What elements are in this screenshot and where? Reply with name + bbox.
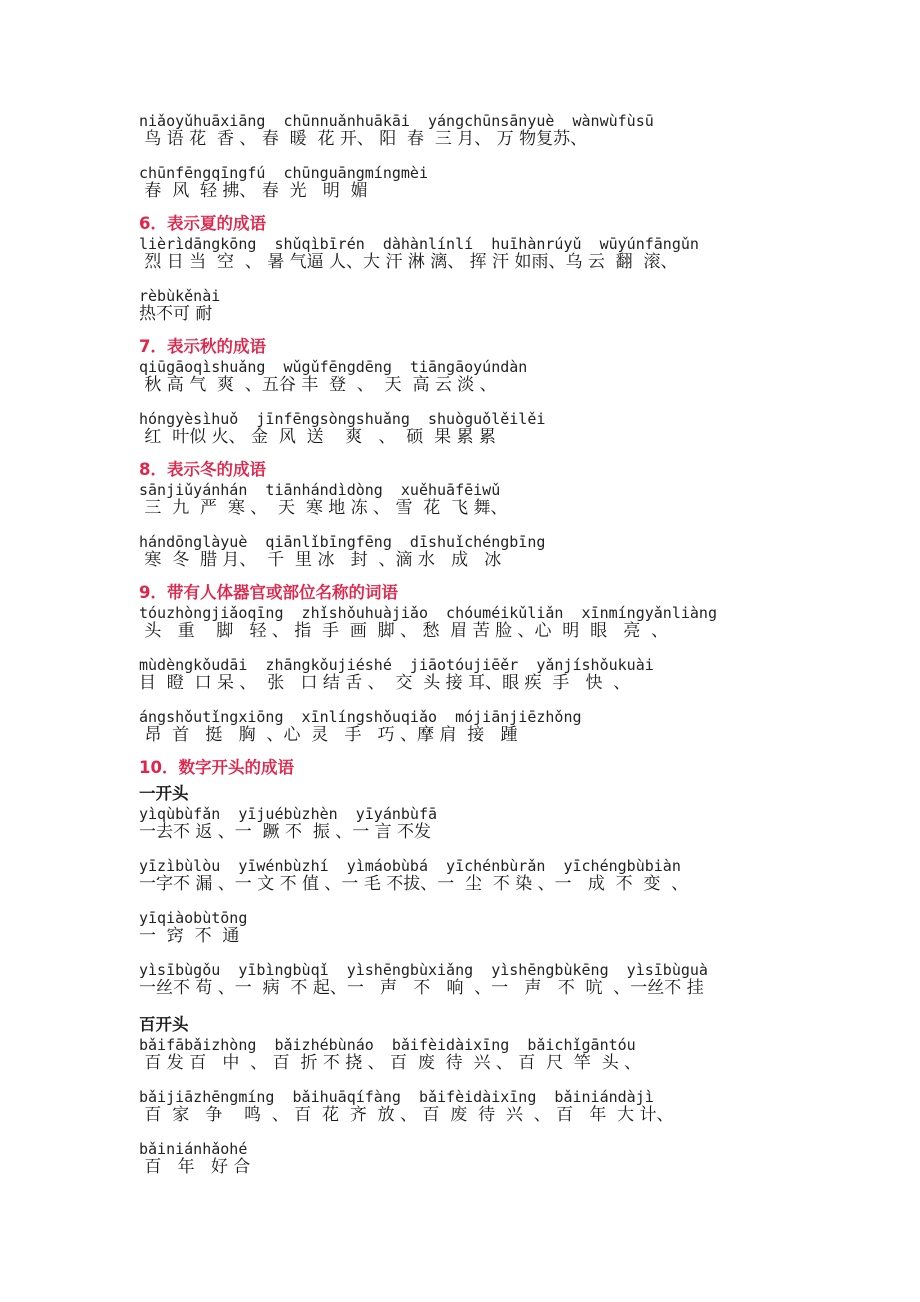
pinyin-line: lièrìdāngkōng shǔqìbīrén dàhànlínlí huīhànrúyǔ wūyúnfāngǔn (139, 235, 699, 253)
pinyin-line: niǎoyǔhuāxiāng chūnnuǎnhuākāi yángchūnsānyuè wànwùfùsū (139, 112, 654, 130)
section-spring (139, 112, 799, 201)
idiom-document (139, 112, 799, 1177)
hanzi-line: 春 风 轻 拂、 春 光 明 媚 (139, 181, 368, 201)
idiom-group (139, 805, 799, 842)
section-heading: 9．带有人体器官或部位名称的词语 (139, 583, 398, 602)
hanzi-line: 百 家 争 鸣 、 百 花 齐 放 、 百 废 待 兴 、 百 年 大 计、 (139, 1105, 674, 1125)
idiom-group (139, 358, 799, 395)
subsection-heading: 一开头 (139, 784, 189, 803)
idiom-group (139, 481, 799, 518)
pinyin-line: yìsībùgǒu yībìngbùqǐ yìshēngbùxiǎng yìshēngbùkēng yìsībùguà (139, 961, 708, 979)
pinyin-line: yīqiàobùtōng (139, 909, 248, 927)
pinyin-line: rèbùkěnài (139, 287, 221, 305)
idiom-group (139, 708, 799, 745)
section-autumn (139, 336, 799, 447)
section-heading: 10．数字开头的成语 (139, 758, 294, 777)
pinyin-line: mùdèngkǒudāi zhāngkǒujiéshé jiāotóujiēěr yǎnjíshǒukuài (139, 656, 654, 674)
pinyin-line: bǎifābǎizhòng bǎizhébùnáo bǎifèidàixīng bǎichǐgāntóu (139, 1036, 636, 1054)
hanzi-line: 三 九 严 寒 、 天 寒 地 冻 、 雪 花 飞 舞、 (139, 498, 508, 518)
idiom-group (139, 112, 799, 149)
pinyin-line: hándōnglàyuè qiānlǐbīngfēng dīshuǐchéngbīng (139, 533, 546, 551)
idiom-group (139, 961, 799, 998)
section-winter (139, 459, 799, 570)
section-summer (139, 213, 799, 324)
idiom-group (139, 533, 799, 570)
section-heading: 6．表示夏的成语 (139, 214, 266, 233)
pinyin-line: yīzìbùlòu yīwénbùzhí yìmáobùbá yīchénbùrǎn yīchéngbùbiàn (139, 857, 681, 875)
idiom-group (139, 909, 799, 946)
idiom-group (139, 1088, 799, 1125)
hanzi-line: 头 重 脚 轻 、 指 手 画 脚 、 愁 眉 苦 脸 、心 明 眼 亮 、 (139, 621, 669, 641)
hanzi-line: 秋 高 气 爽 、五谷 丰 登 、 天 高 云 淡 、 (139, 375, 497, 395)
section-heading: 7．表示秋的成语 (139, 337, 266, 356)
idiom-group (139, 857, 799, 894)
hanzi-line: 烈 日 当 空 、 暑 气逼 人、大 汗 淋 漓、 挥 汗 如雨、乌 云 翻 滚、 (139, 252, 678, 272)
hanzi-line: 一去不 返 、一 蹶 不 振 、一 言 不发 (139, 822, 432, 842)
pinyin-line: tóuzhòngjiǎoqīng zhǐshǒuhuàjiǎo chóuméikǔliǎn xīnmíngyǎnliàng (139, 604, 717, 622)
idiom-group (139, 410, 799, 447)
hanzi-line: 一字不 漏 、一 文 不 值 、一 毛 不拔、一 尘 不 染 、一 成 不 变 、 (139, 874, 689, 894)
hanzi-line: 热不可 耐 (139, 304, 213, 324)
subsection-heading: 百开头 (139, 1015, 189, 1034)
pinyin-line: chūnfēngqīngfú chūnguāngmíngmèi (139, 164, 428, 182)
section-number-idioms (139, 757, 799, 1177)
hanzi-line: 红 叶似 火、 金 风 送 爽 、 硕 果 累 累 (139, 427, 496, 447)
hanzi-line: 百 发 百 中 、 百 折 不 挠 、 百 废 待 兴 、 百 尺 竿 头 、 (139, 1053, 642, 1073)
idiom-group (139, 656, 799, 693)
pinyin-line: bǎiniánhǎohé (139, 1140, 248, 1158)
idiom-group (139, 164, 799, 201)
pinyin-line: hóngyèsìhuǒ jīnfēngsòngshuǎng shuòguǒlěilěi (139, 410, 546, 428)
hanzi-line: 目 瞪 口 呆 、 张 口 结 舌 、 交 头 接 耳、眼 疾 手 快 、 (139, 673, 631, 693)
subsection-yi (139, 783, 799, 998)
idiom-group (139, 235, 799, 272)
section-body-parts (139, 582, 799, 745)
pinyin-line: ángshǒutǐngxiōng xīnlíngshǒuqiǎo mójiānjiēzhǒng (139, 708, 582, 726)
hanzi-line: 鸟 语 花 香 、 春 暖 花 开、 阳 春 三 月、 万 物复苏、 (139, 129, 588, 149)
pinyin-line: yìqùbùfǎn yījuébùzhèn yīyánbùfā (139, 805, 438, 823)
idiom-group (139, 1036, 799, 1073)
hanzi-line: 一 窍 不 通 (139, 926, 240, 946)
hanzi-line: 寒 冬 腊 月、 千 里 冰 封 、滴 水 成 冰 (139, 550, 502, 570)
pinyin-line: qiūgāoqìshuǎng wǔgǔfēngdēng tiāngāoyúndàn (139, 358, 528, 376)
idiom-group (139, 287, 799, 324)
section-heading: 8．表示冬的成语 (139, 460, 266, 479)
subsection-bai (139, 1014, 799, 1177)
pinyin-line: bǎijiāzhēngmíng bǎihuāqífàng bǎifèidàixīng bǎiniándàjì (139, 1088, 654, 1106)
hanzi-line: 昂 首 挺 胸 、心 灵 手 巧 、摩 肩 接 踵 (139, 725, 518, 745)
idiom-group (139, 1140, 799, 1177)
idiom-group (139, 604, 799, 641)
hanzi-line: 一丝不 苟 、一 病 不 起、一 声 不 响 、一 声 不 吭 、一丝不 挂 (139, 978, 704, 998)
pinyin-line: sānjiǔyánhán tiānhándìdòng xuěhuāfēiwǔ (139, 481, 501, 499)
hanzi-line: 百 年 好 合 (139, 1157, 251, 1177)
